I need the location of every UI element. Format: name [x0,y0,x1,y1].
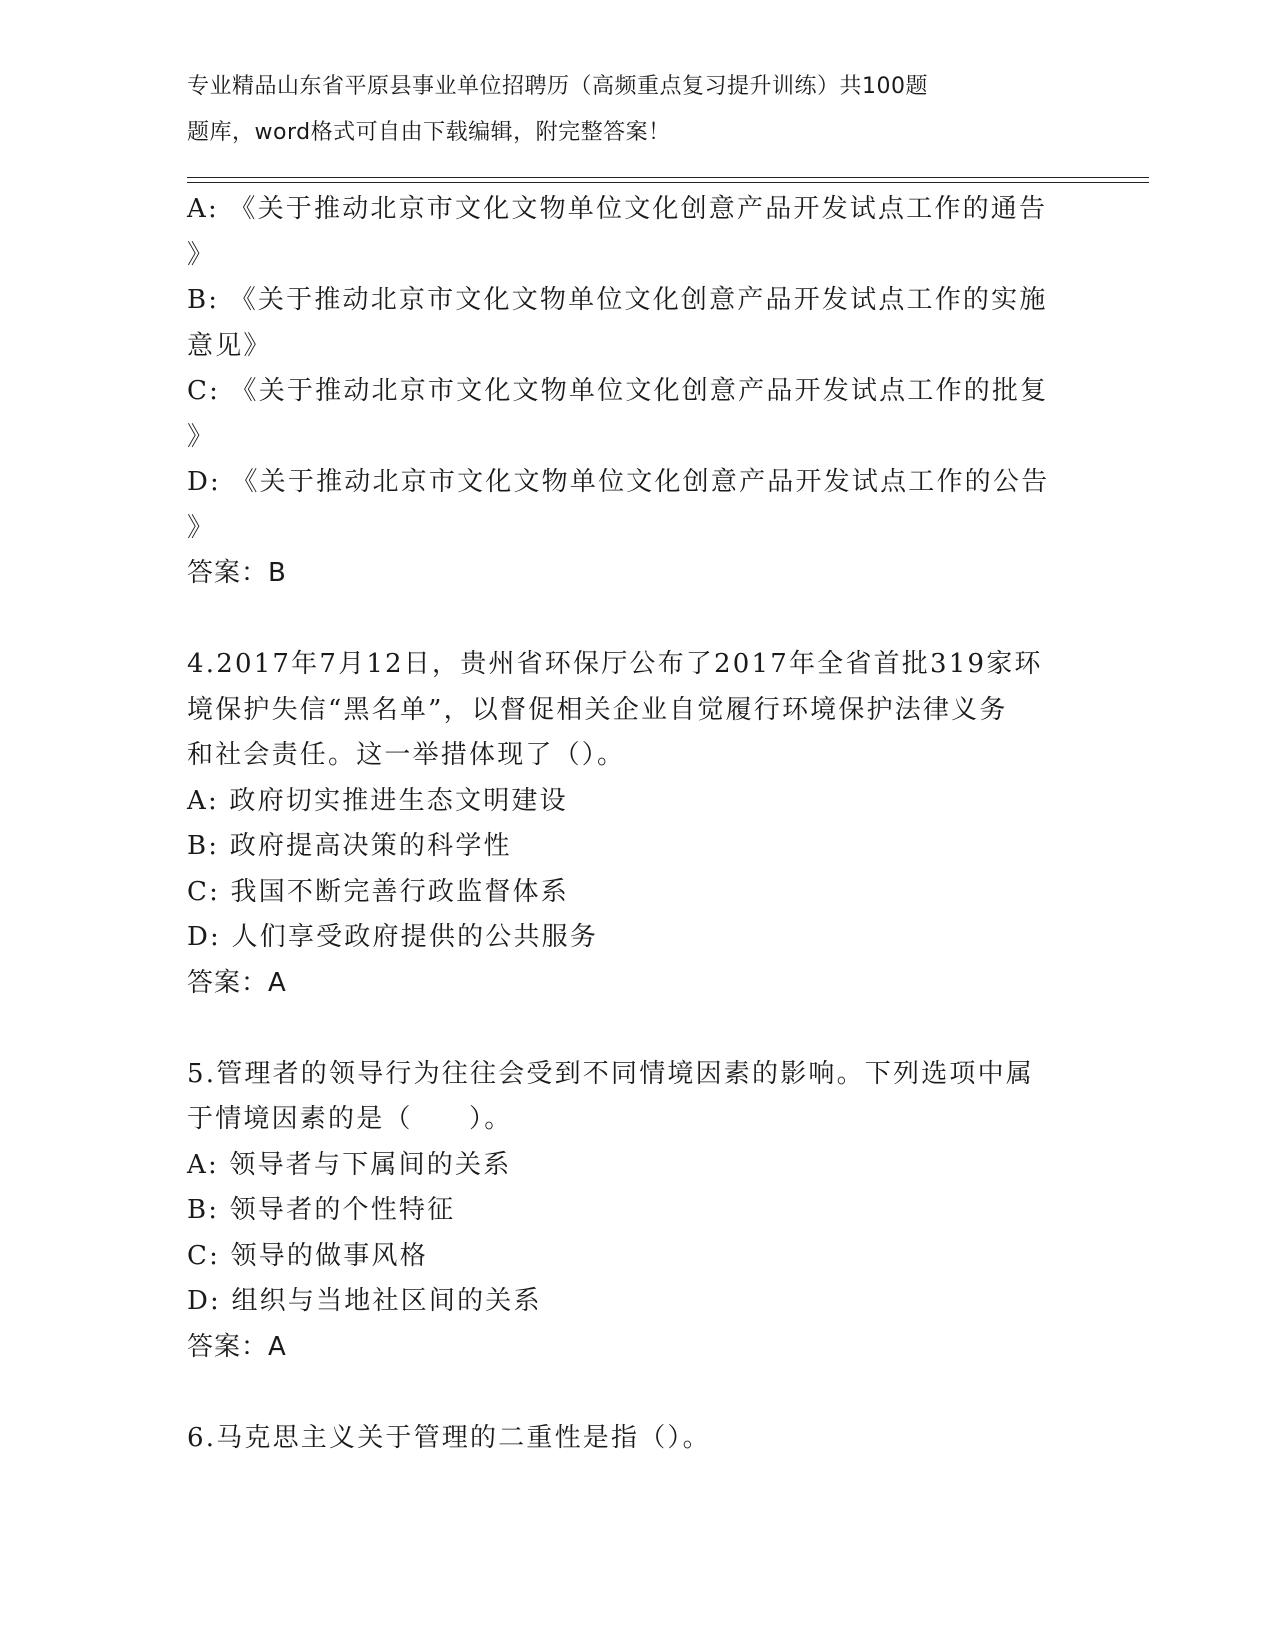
option-d-line-2: 》 [187,512,216,543]
question-4-answer: 答案：A [187,967,287,998]
spacer [187,1370,1067,1416]
option-b-line-2: 意见》 [187,330,272,361]
question-6 [187,1416,1067,1462]
document-header [187,70,1017,161]
header-line-2: 题库，word格式可自由下载编辑，附完整答案！ [187,119,671,145]
question-4-option-d: D: 人们享受政府提供的公共服务 [187,922,599,952]
question-5-answer: 答案：A [187,1331,287,1362]
option-a-line-1: A: 《关于推动北京市文化文物单位文化创意产品开发试点工作的通告 [187,194,1048,224]
question-4-option-b: B: 政府提高决策的科学性 [187,831,512,861]
header-divider-bottom [187,182,1149,183]
option-c-line-1: C: 《关于推动北京市文化文物单位文化创意产品开发试点工作的批复 [187,376,1049,406]
header-line-1: 专业精品山东省平原县事业单位招聘历（高频重点复习提升训练）共100题 [187,74,928,99]
option-c-line-2: 》 [187,421,216,452]
question-4-stem-line-2: 境保护失信“黑名单”，以督促相关企业自觉履行环境保护法律义务 [187,694,1008,725]
question-content [187,187,1067,1461]
question-4-option-c: C: 我国不断完善行政监督体系 [187,876,569,907]
question-4-stem-line-1: 4.2017年7月12日，贵州省环保厅公布了2017年全省首批319家环 [187,649,1043,679]
question-3-options [187,187,1067,551]
question-5-option-d: D: 组织与当地社区间的关系 [187,1286,542,1316]
question-5-option-b: B: 领导者的个性特征 [187,1195,456,1225]
question-5-option-a: A: 领导者与下属间的关系 [187,1149,512,1180]
question-6-stem-line-1: 6.马克思主义关于管理的二重性是指（）。 [187,1422,711,1453]
question-4-option-a: A: 政府切实推进生态文明建设 [187,785,568,816]
option-d-line-1: D: 《关于推动北京市文化文物单位文化创意产品开发试点工作的公告 [187,467,1050,497]
question-5 [187,1052,1067,1371]
question-5-stem-line-1: 5.管理者的领导行为往往会受到不同情境因素的影响。下列选项中属 [187,1058,1035,1089]
header-divider-top [187,177,1149,178]
option-a-line-2: 》 [187,239,216,270]
question-5-option-c: C: 领导的做事风格 [187,1240,428,1271]
question-5-stem-line-2: 于情境因素的是（ ）。 [187,1104,513,1134]
spacer [187,597,1067,643]
question-3-answer: 答案：B [187,558,287,588]
spacer [187,1006,1067,1052]
question-4 [187,642,1067,1006]
question-4-stem-line-3: 和社会责任。这一举措体现了（）。 [187,740,626,770]
option-b-line-1: B: 《关于推动北京市文化文物单位文化创意产品开发试点工作的实施 [187,285,1048,315]
